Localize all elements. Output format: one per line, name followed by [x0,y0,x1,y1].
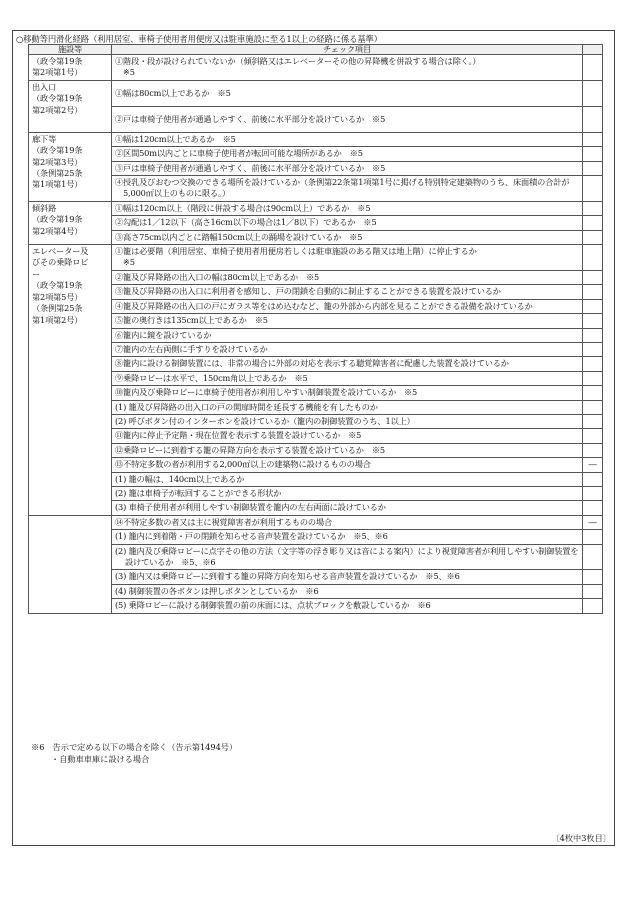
check-item [112,299,583,313]
table-row [29,161,603,175]
table-row [29,342,603,356]
table-row [29,530,603,544]
check-item-text: ③高さ75cm以内ごとに踏幅150cm以上の踊場を設けているか ※5 [115,231,363,242]
facility-label: 傾斜路 （政令第19条 第2項第4号） [32,202,83,236]
check-item [112,371,583,385]
check-subitem [112,530,583,544]
table-row [29,386,603,400]
table-row [29,599,603,613]
check-item-text: (2) 呼びボタン付のインターホンを設けているか（籠内の制御装置のうち、1以上） [115,415,415,426]
table-row [29,106,603,132]
check-item [112,161,583,175]
table-row [29,584,603,598]
check-item-text: (3) 籠内又は乗降ロビーに到着する籠の昇降方向を知らせる音声装置を設けているか ※5、※6 [115,571,460,582]
table-row [29,230,603,244]
check-item [112,132,583,146]
check-item [112,429,583,443]
table-row [29,443,603,457]
check-mark-cell[interactable] [583,230,603,244]
table-row [29,544,603,570]
table-row [29,80,603,106]
check-item-text: ④籠及び昇降路の出入口の戸にガラス等をはめ込むなど、籠の外部から内部を見ることができる設備を設けているか [115,300,533,311]
check-item [112,515,583,529]
check-subitem [112,501,583,515]
check-mark-cell[interactable] [583,106,603,132]
facility-cell-elevator [29,245,112,516]
check-item [112,285,583,299]
check-item-text: (5) 乗降ロビーに設ける制御装置の前の床面には、点状ブロックを敷設しているか ※6 [115,600,431,611]
table-row [29,570,603,584]
check-item [112,386,583,400]
check-item-text: ④授乳及びおむつ交換のできる場所を設けているか（条例第22条第1項第1号に掲げる特別特定建築物のうち、床面積の合計が5,000㎡以上のものに限る。） [115,177,570,199]
check-mark-cell[interactable] [583,245,603,271]
footnote-line: ・自動車車庫に設ける場合 [51,753,150,764]
table-row [29,371,603,385]
check-item-text: ②区間50m以内ごとに車椅子使用者が転回可能な場所があるか ※5 [115,148,363,159]
check-item [112,201,583,215]
check-item [112,80,583,106]
check-item-text: (1) 籠の幅は、140cm以上であるか [115,473,245,484]
check-item-text: ①幅は120cm以上であるか ※5 [115,133,236,144]
check-item-text: ③戸は車椅子使用者が通過しやすく、前後に水平部分を設けているか ※5 [115,162,386,173]
check-item-text: ①幅は120cm以上（階段に併設する場合は90cm以上）であるか ※5 [115,202,371,213]
table-row [29,357,603,371]
check-subitem [112,486,583,500]
check-item [112,357,583,371]
check-item-text: ⑬不特定多数の者が利用する2,000㎡以上の建築物に設けるものの場合 [115,459,371,470]
check-mark-cell[interactable] [583,55,603,81]
check-mark-cell[interactable] [583,176,603,202]
facility-label: エレベーター及 びその乗降ロビ ー （政令第19条 第2項第5号） （条例第25条 第1項第2号） [32,246,89,325]
section-title: ○移動等円滑化経路（利用居室、車椅子使用者用便房又は駐車施設に至る1以上の経路に係る基準） [16,34,383,44]
check-item [112,328,583,342]
table-row [29,472,603,486]
check-mark-cell[interactable] [583,147,603,161]
check-mark-cell[interactable] [583,443,603,457]
check-item-text: ②籠及び昇降路の出入口の幅は80cm以上であるか ※5 [115,271,320,282]
check-item-text: (3) 車椅子使用者が利用しやすい制御装置を籠内の左右両面に設けているか [115,502,386,513]
facility-cell-corridor [29,132,112,201]
table-row [29,515,603,529]
check-item-text: ①幅は80cm以上であるか ※5 [115,87,231,98]
check-mark-cell[interactable] [583,486,603,500]
check-item-text: ①籠は必要階（利用居室、車椅子使用者用便房若しくは駐車施設のある階又は地上階）に停止するか ※5 [115,246,477,268]
footnote [31,742,237,765]
table-row [29,55,603,81]
table-row [29,245,603,271]
facility-label: （政令第19条 第2項第1号） [32,56,83,78]
header-facility: 施設等 [29,45,112,55]
check-item [112,55,583,81]
table-row [29,458,603,472]
check-mark-cell[interactable] [583,414,603,428]
header-check-item: チェック項目 [112,45,583,55]
table-header-row [29,45,603,55]
check-item [112,216,583,230]
check-mark-cell[interactable] [583,544,603,570]
check-subitem [112,400,583,414]
facility-cell-stairs [29,55,112,81]
check-item [112,314,583,328]
table-row [29,314,603,328]
check-mark-cell[interactable] [583,132,603,146]
check-item-text: ③籠及び昇降路の出入口に利用者を感知し、戸の閉鎖を自動的に制止することができる装置を設けているか [115,286,501,297]
check-mark-cell[interactable] [583,501,603,515]
check-subitem [112,472,583,486]
check-item [112,458,583,472]
check-item-text: (2) 籠内及び乗降ロビーに点字その他の方法（文字等の浮き彫り又は音による案内）により視覚障害者が利用しやすい制御装置を設けているか ※5、※6 [115,545,579,567]
check-mark-cell[interactable] [583,530,603,544]
table-row [29,132,603,146]
check-subitem [112,570,583,584]
check-mark-cell[interactable] [583,328,603,342]
check-item-text: ①階段・段が設けられていないか（傾斜路又はエレベーターその他の昇降機を併設する場合は除く。） ※5 [115,56,481,78]
page-number: 〔4枚中3枚目〕 [551,833,611,843]
table-row [29,414,603,428]
table-row [29,429,603,443]
check-item [112,106,583,132]
check-item-text: (2) 籠は車椅子が転回することができる形状か [115,487,282,498]
table-row [29,285,603,299]
check-item [112,176,583,202]
check-item-text: ②勾配は1／12以下（高さ16cm以下の場合は1／8以下）であるか ※5 [115,217,377,228]
check-mark-cell[interactable] [583,429,603,443]
facility-cell-blank [29,515,112,613]
table-row [29,176,603,202]
facility-label: 出入口 （政令第19条 第2項第2号） [32,81,83,115]
check-mark-cell[interactable] [583,357,603,371]
check-mark-cell[interactable]: ― [583,458,603,472]
check-item-text: ⑩籠内及び乗降ロビーに車椅子使用者が利用しやすい制御装置を設けているか ※5 [115,387,418,398]
facility-label: 廊下等 （政令第19条 第2項第3号） （条例第25条 第1項第1号） [32,133,83,190]
table-row [29,216,603,230]
check-mark-cell[interactable] [583,285,603,299]
check-mark-cell[interactable] [583,216,603,230]
check-mark-cell[interactable] [583,201,603,215]
check-mark-cell[interactable] [583,584,603,598]
check-item [112,443,583,457]
check-item-text: ②戸は車椅子使用者が通過しやすく、前後に水平部分を設けているか ※5 [115,113,386,124]
check-mark-cell[interactable] [583,371,603,385]
table-row [29,299,603,313]
check-item [112,245,583,271]
table-row [29,270,603,284]
facility-cell-entrance [29,80,112,132]
check-mark-cell[interactable] [583,80,603,106]
check-mark-cell[interactable] [583,161,603,175]
check-item-text: ⑤籠の奥行きは135cm以上であるか ※5 [115,315,268,326]
facility-cell-ramp [29,201,112,244]
table-row [29,201,603,215]
check-subitem [112,599,583,613]
check-mark-cell[interactable] [583,472,603,486]
header-mark [583,45,603,55]
table-row [29,501,603,515]
check-mark-cell[interactable] [583,570,603,584]
check-item-text: ⑭不特定多数の者又は主に視覚障害者が利用するものの場合 [115,516,333,527]
check-item-text: (1) 籠内に到着階・戸の閉鎖を知らせる音声装置を設けているか ※5、※6 [115,531,388,542]
check-mark-cell[interactable] [583,599,603,613]
check-item [112,270,583,284]
check-item-text: ⑦籠内の左右両側に手すりを設けているか [115,343,268,354]
check-item-text: ⑥籠内に鏡を設けているか [115,329,212,340]
check-item-text: ⑧籠内に設ける制御装置には、非常の場合に外部の対応を表示する聴覚障害者に配慮した装置を設けているか [115,358,509,369]
table-row [29,328,603,342]
check-mark-cell[interactable] [583,342,603,356]
check-mark-cell[interactable] [583,400,603,414]
table-row [29,147,603,161]
check-mark-cell[interactable] [583,270,603,284]
check-item [112,230,583,244]
check-subitem [112,544,583,570]
checklist-table [28,44,603,614]
check-item-text: ⑫乗降ロビーに到着する籠の昇降方向を表示する装置を設けているか ※5 [115,444,385,455]
check-mark-cell[interactable] [583,386,603,400]
table-row [29,400,603,414]
check-mark-cell[interactable] [583,299,603,313]
check-item-text: (4) 制御装置の各ボタンは押しボタンとしているか ※6 [115,585,319,596]
check-item [112,147,583,161]
table-row [29,486,603,500]
check-mark-cell[interactable]: ― [583,515,603,529]
check-subitem [112,584,583,598]
footnote-line: ※6 告示で定める以下の場合を除く（告示第1494号） [31,742,238,752]
check-item-text: ⑨乗降ロビーは水平で、150cm角以上であるか ※5 [115,372,308,383]
check-item-text: (1) 籠及び昇降路の出入口の戸の開扉時間を延長する機能を有したものか [115,401,378,412]
check-item [112,342,583,356]
check-mark-cell[interactable] [583,314,603,328]
check-item-text: ⑪籠内に停止予定階・現在位置を表示する装置を設けているか ※5 [115,430,362,441]
check-subitem [112,414,583,428]
